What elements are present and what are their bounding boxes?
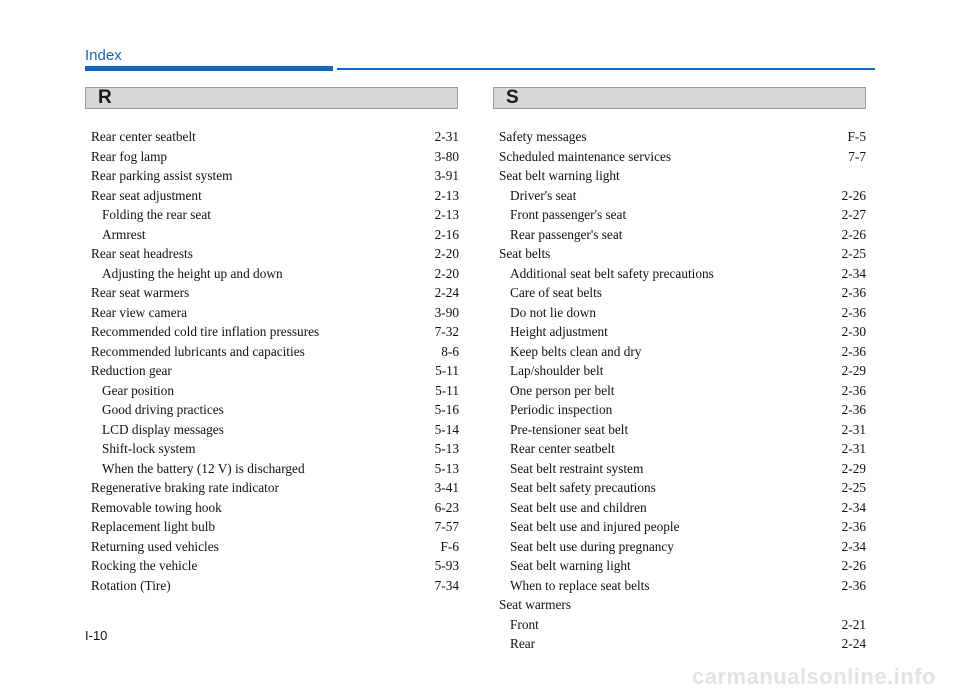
- index-entry: [91, 303, 459, 323]
- index-entry-label: Recommended cold tire inflation pressures: [91, 324, 320, 339]
- index-entry: [499, 322, 866, 342]
- section-letter-bar-r: [85, 87, 458, 109]
- index-entry-page: 2-34: [841, 265, 866, 281]
- index-entry: [91, 361, 459, 381]
- index-entry: [91, 244, 459, 264]
- index-column-s: [499, 127, 866, 654]
- index-entry-page: 2-16: [434, 226, 459, 242]
- index-entry-label: Folding the rear seat: [102, 207, 211, 222]
- index-entry-label: Rear center seatbelt: [91, 129, 196, 144]
- index-entry-page: 5-11: [435, 382, 459, 398]
- section-letter-bar-s: [493, 87, 866, 109]
- index-entry: [91, 147, 459, 167]
- index-entry-label: Seat belt safety precautions: [510, 480, 656, 495]
- index-entry-page: 7-57: [434, 519, 459, 534]
- index-entry: [91, 420, 459, 440]
- index-entry-page: 5-13: [434, 441, 459, 456]
- index-entry: [499, 244, 866, 264]
- index-entry: [91, 439, 459, 459]
- index-entry-page: F-5: [847, 129, 866, 144]
- index-entry-label: Keep belts clean and dry: [510, 343, 642, 359]
- index-entry-page: 6-23: [434, 499, 459, 515]
- index-entry: [91, 166, 459, 186]
- index-entry-label: Scheduled maintenance services: [499, 148, 672, 164]
- index-entry-label: Seat belt use and children: [510, 499, 647, 515]
- index-entry-label: When to replace seat belts: [510, 577, 650, 593]
- index-entry-page: 2-31: [841, 441, 866, 456]
- index-entry: [91, 127, 459, 147]
- index-entry-label: Seat belts: [499, 246, 551, 261]
- index-entry: [499, 615, 866, 635]
- index-entry: [499, 459, 866, 479]
- watermark: carmanualsonline.info: [692, 664, 936, 689]
- index-entry-page: 2-24: [841, 636, 866, 651]
- index-entry-page: 3-41: [434, 480, 459, 495]
- index-entry-label: Recommended lubricants and capacities: [91, 343, 305, 359]
- index-entry-label: Rotation (Tire): [91, 577, 171, 593]
- index-entry-page: 2-13: [434, 187, 459, 203]
- index-entry: [499, 283, 866, 303]
- index-entry-page: 2-29: [841, 460, 866, 476]
- index-entry-label: Rear seat warmers: [91, 285, 190, 300]
- index-entry: [499, 634, 866, 654]
- index-entry-label: Shift-lock system: [102, 441, 196, 456]
- index-entry-page: 2-36: [841, 285, 866, 300]
- index-entry-page: 2-20: [434, 246, 459, 261]
- index-entry-page: 2-31: [841, 421, 866, 437]
- index-entry: [499, 381, 866, 401]
- index-entry-page: 5-16: [434, 402, 459, 417]
- index-entry: [91, 205, 459, 225]
- index-entry: [91, 576, 459, 596]
- index-entry-page: 3-91: [434, 168, 459, 183]
- index-entry-page: 2-24: [434, 285, 459, 300]
- index-entry-page: 2-26: [841, 226, 866, 242]
- index-entry-page: 2-36: [841, 519, 866, 534]
- index-entry-label: Rocking the vehicle: [91, 558, 198, 573]
- index-entry-page: 2-36: [841, 382, 866, 398]
- index-entry: [91, 556, 459, 576]
- index-entry-label: Pre-tensioner seat belt: [510, 421, 629, 437]
- index-entry-page: 3-90: [434, 304, 459, 320]
- index-entry: [499, 576, 866, 596]
- index-entry-label: Good driving practices: [102, 402, 224, 417]
- index-entry: [499, 400, 866, 420]
- index-entry-label: Safety messages: [499, 129, 587, 144]
- index-entry-page: 2-27: [841, 207, 866, 222]
- index-entry: [91, 537, 459, 557]
- index-entry-label: Seat belt warning light: [510, 558, 631, 573]
- index-entry: [499, 420, 866, 440]
- index-entry-label: When the battery (12 V) is discharged: [102, 460, 305, 476]
- index-entry-label: Rear seat adjustment: [91, 187, 202, 203]
- index-entry-page: 2-36: [841, 343, 866, 359]
- page-header-title: Index: [85, 47, 122, 64]
- index-heading: Seat belt warning light: [499, 168, 620, 183]
- index-entry-page: 2-13: [434, 207, 459, 222]
- header-accent-bar: [85, 66, 333, 71]
- index-entry: [91, 342, 459, 362]
- index-entry-page: 2-36: [841, 304, 866, 320]
- index-entry: [499, 186, 866, 206]
- index-entry-label: Rear parking assist system: [91, 168, 233, 183]
- index-entry-label: Adjusting the height up and down: [102, 265, 283, 281]
- index-entry-page: 7-34: [434, 577, 459, 593]
- index-entry: [499, 556, 866, 576]
- header-rule: [337, 68, 875, 70]
- index-entry-label: LCD display messages: [102, 421, 224, 437]
- index-entry-label: Regenerative braking rate indicator: [91, 480, 279, 495]
- index-heading: Seat warmers: [499, 597, 571, 612]
- index-entry-page: 2-26: [841, 187, 866, 203]
- index-entry-page: 5-11: [435, 363, 459, 378]
- index-entry-page: 2-25: [841, 246, 866, 261]
- index-entry: [91, 517, 459, 537]
- index-entry: [91, 322, 459, 342]
- index-entry: [499, 225, 866, 245]
- index-entry-label: Driver's seat: [510, 187, 577, 203]
- index-entry: [499, 498, 866, 518]
- index-entry-label: Reduction gear: [91, 363, 172, 378]
- index-entry-label: Rear: [510, 636, 536, 651]
- index-entry-label: Rear fog lamp: [91, 148, 168, 164]
- index-entry-label: Rear seat headrests: [91, 246, 193, 261]
- index-entry-page: 2-29: [841, 363, 866, 378]
- index-entry: [91, 478, 459, 498]
- index-entry-label: Seat belt use and injured people: [510, 519, 680, 534]
- index-entry: [91, 498, 459, 518]
- index-entry: [91, 264, 459, 284]
- section-letter-s: S: [506, 87, 519, 108]
- index-entry: [499, 517, 866, 537]
- index-entry: [91, 400, 459, 420]
- index-entry-label: Do not lie down: [510, 304, 597, 320]
- index-entry-page: 2-26: [841, 558, 866, 573]
- index-entry-page: 2-21: [841, 616, 866, 632]
- index-entry-page: 5-13: [434, 460, 459, 476]
- page-number: I-10: [85, 628, 108, 643]
- index-entry-page: 2-34: [841, 538, 866, 554]
- index-entry-label: Rear passenger's seat: [510, 226, 623, 242]
- index-entry-label: Periodic inspection: [510, 402, 613, 417]
- index-entry-page: 5-14: [434, 421, 459, 437]
- index-entry-page: 2-25: [841, 480, 866, 495]
- index-entry-page: 2-34: [841, 499, 866, 515]
- index-entry: [91, 459, 459, 479]
- index-entry-label: Lap/shoulder belt: [510, 363, 604, 378]
- index-column-r: [91, 127, 459, 595]
- index-entry: [499, 147, 866, 167]
- index-entry-page: 7-32: [434, 324, 459, 339]
- index-entry: [91, 225, 459, 245]
- index-entry-label: Rear center seatbelt: [510, 441, 615, 456]
- index-entry: [499, 342, 866, 362]
- index-entry: [499, 264, 866, 284]
- index-entry-page: 2-31: [434, 129, 459, 144]
- index-entry-label: Additional seat belt safety precautions: [510, 265, 714, 281]
- index-entry: [499, 537, 866, 557]
- index-entry: [91, 381, 459, 401]
- index-entry-page: 5-93: [434, 558, 459, 573]
- index-entry-label: Seat belt use during pregnancy: [510, 538, 674, 554]
- index-entry: [91, 186, 459, 206]
- index-entry-label: One person per belt: [510, 382, 615, 398]
- index-entry: [499, 478, 866, 498]
- index-entry-label: Armrest: [102, 226, 146, 242]
- index-entry-label: Care of seat belts: [510, 285, 602, 300]
- index-entry-label: Returning used vehicles: [91, 538, 219, 554]
- index-entry-label: Removable towing hook: [91, 499, 222, 515]
- index-entry-label: Replacement light bulb: [91, 519, 216, 534]
- index-entry-page: 2-36: [841, 577, 866, 593]
- index-entry-page: 2-30: [841, 324, 866, 339]
- index-entry-label: Seat belt restraint system: [510, 460, 644, 476]
- index-entry: [499, 127, 866, 147]
- index-entry: [499, 439, 866, 459]
- index-entry: [499, 205, 866, 225]
- section-letter-r: R: [98, 87, 112, 108]
- index-entry-page: 8-6: [441, 343, 459, 359]
- index-entry: [499, 361, 866, 381]
- index-entry: [91, 283, 459, 303]
- index-entry-label: Rear view camera: [91, 304, 187, 320]
- index-entry-page: 7-7: [848, 148, 866, 164]
- index-entry-page: F-6: [440, 538, 459, 554]
- index-entry-page: 3-80: [434, 148, 459, 164]
- index-entry-page: 2-36: [841, 402, 866, 417]
- index-entry-page: 2-20: [434, 265, 459, 281]
- index-entry: [499, 303, 866, 323]
- index-entry-label: Front passenger's seat: [510, 207, 627, 222]
- index-entry-label: Gear position: [102, 382, 175, 398]
- index-entry-label: Height adjustment: [510, 324, 608, 339]
- index-entry-label: Front: [510, 616, 539, 632]
